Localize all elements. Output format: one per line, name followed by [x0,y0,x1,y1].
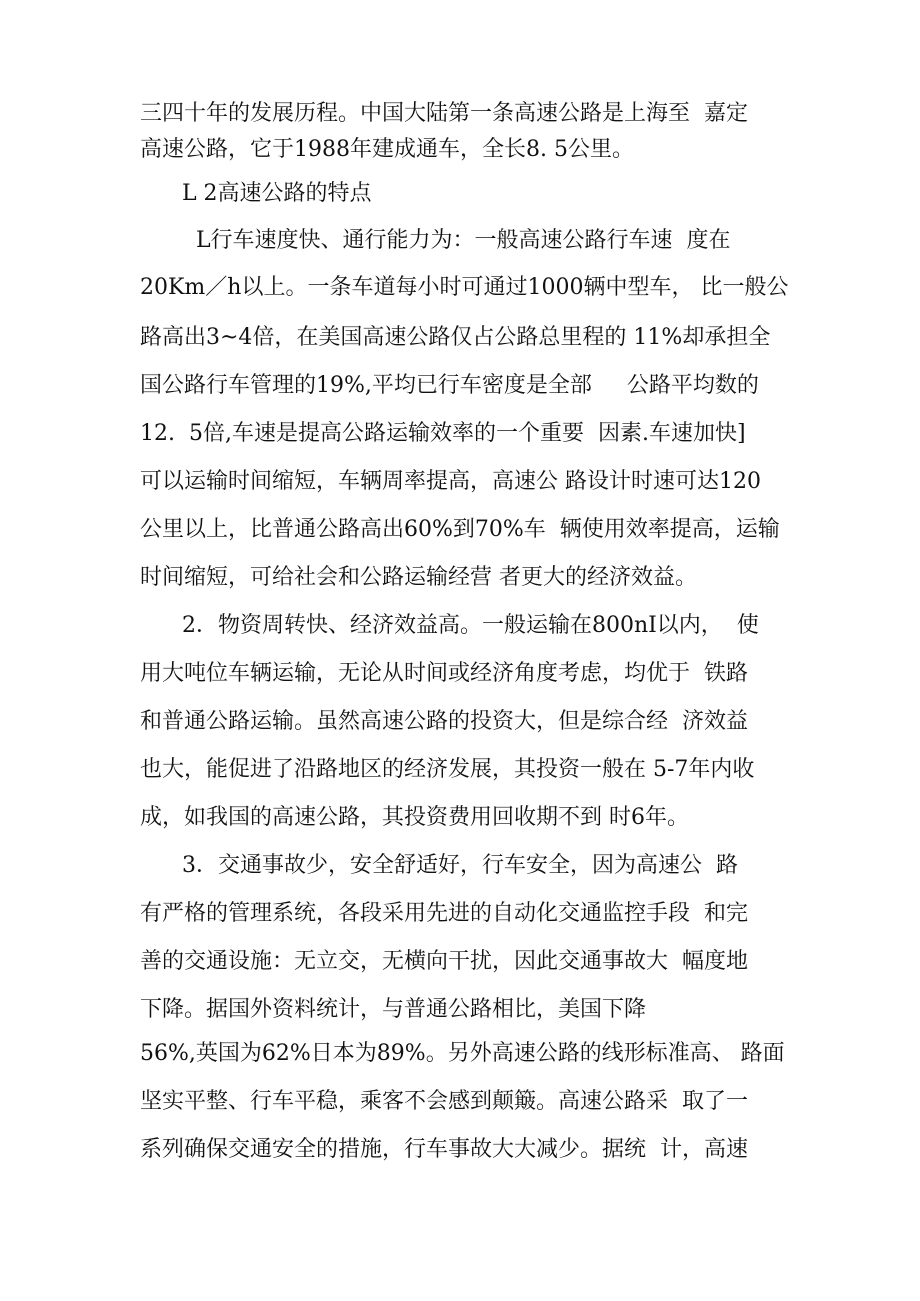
text-line: 系列确保交通安全的措施，行车事故大大减少。据统 计，高速 [140,1137,748,1162]
text-line: 善的交通设施：无立交，无横向干扰，因此交通事故大 幅度地 [140,949,748,974]
text-line: 时间缩短，可给社会和公路运输经营 者更大的经济效益。 [140,565,697,590]
section-heading: L 2高速公路的特点 [140,181,372,206]
text-line: 56%,英国为62%日本为89%。另外高速公路的线形标准高、 路面 [140,1041,785,1066]
text-line: 坚实平整、行车平稳，乘客不会感到颠簸。高速公路采 取了一 [140,1089,748,1114]
text-line: 用大吨位车辆运输，无论从时间或经济角度考虑，均优于 铁路 [140,661,748,686]
text-line: 3．交通事故少，安全舒适好，行车安全，因为高速公 路 [140,853,738,878]
text-line: 高速公路，它于1988年建成通车，全长8. 5公里。 [140,137,634,162]
text-line: 国公路行车管理的19%,平均已行车密度是全部 公路平均数的 [140,373,759,398]
text-line: L行车速度快、通行能力为：一般高速公路行车速 度在 [140,228,731,253]
text-line: 2．物资周转快、经济效益高。一般运输在800nI以内， 使 [140,613,759,638]
text-line: 有严格的管理系统，各段采用先进的自动化交通监控手段 和完 [140,901,748,926]
text-line: 可以运输时间缩短，车辆周率提高，高速公 路设计时速可达120 [140,469,761,494]
text-line: 20Km／h以上。一条车道每小时可通过1000辆中型车， 比一般公 [140,275,789,300]
text-line: 下降。据国外资料统计，与普通公路相比，美国下降 [140,997,647,1022]
text-line: 路高出3~4倍，在美国高速公路仅占公路总里程的 11%却承担全 [140,325,771,350]
text-line: 和普通公路运输。虽然高速公路的投资大，但是综合经 济效益 [140,709,748,734]
text-line: 公里以上，比普通公路高出60%到70%车 辆使用效率提高，运输 [140,517,780,542]
text-line: 三四十年的发展历程。中国大陆第一条高速公路是上海至 嘉定 [140,101,748,126]
text-line: 也大，能促进了沿路地区的经济发展，其投资一般在 5-7年内收 [140,757,755,782]
text-line: 成，如我国的高速公路，其投资费用回收期不到 时6年。 [140,805,689,830]
text-line: 12. 5倍,车速是提高公路运输效率的一个重要 因素.车速加快] [140,421,746,446]
